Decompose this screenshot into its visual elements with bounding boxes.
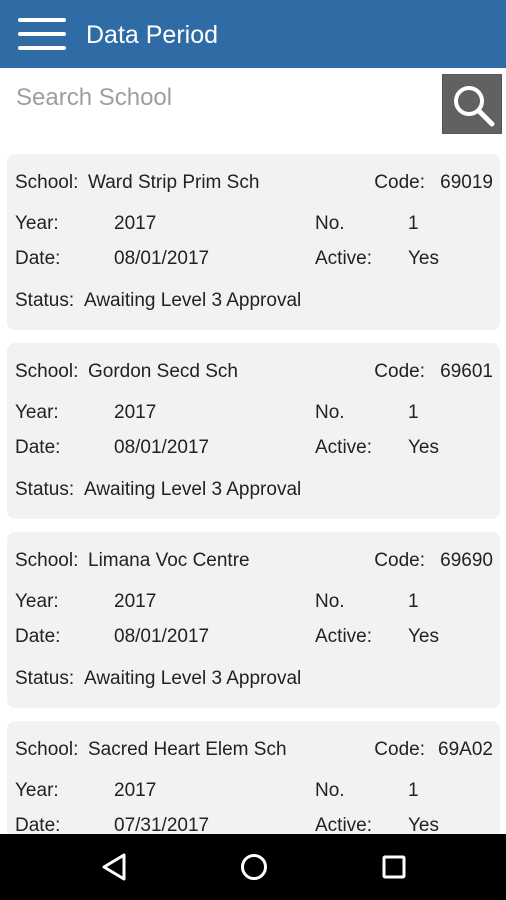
year-value: 2017 bbox=[114, 402, 157, 423]
no-value: 1 bbox=[408, 780, 419, 801]
system-nav-bar bbox=[0, 834, 506, 900]
year-value: 2017 bbox=[114, 591, 157, 612]
status-label: Status: bbox=[15, 479, 75, 500]
search-button[interactable] bbox=[442, 74, 502, 134]
active-label: Active: bbox=[315, 626, 373, 647]
status-label: Status: bbox=[15, 668, 75, 689]
back-button[interactable] bbox=[94, 847, 134, 887]
no-label: No. bbox=[315, 591, 345, 612]
school-label: School: bbox=[15, 739, 79, 760]
active-value: Yes bbox=[408, 626, 439, 647]
school-label: School: bbox=[15, 172, 79, 193]
recents-button[interactable] bbox=[374, 847, 414, 887]
code-label: Code: bbox=[374, 550, 425, 571]
school-name: Gordon Secd Sch bbox=[88, 361, 238, 382]
date-value: 08/01/2017 bbox=[114, 626, 210, 647]
no-label: No. bbox=[315, 402, 345, 423]
list-item[interactable] bbox=[7, 721, 500, 834]
data-period-list bbox=[0, 146, 506, 834]
active-value: Yes bbox=[408, 248, 439, 269]
no-label: No. bbox=[315, 780, 345, 801]
date-value: 08/01/2017 bbox=[114, 437, 210, 458]
year-label: Year: bbox=[15, 213, 59, 234]
code-label: Code: bbox=[374, 172, 425, 193]
status-value: Awaiting Level 3 Approval bbox=[84, 290, 302, 311]
menu-icon[interactable] bbox=[18, 16, 66, 52]
active-label: Active: bbox=[315, 815, 373, 834]
date-label: Date: bbox=[15, 248, 61, 269]
status-label: Status: bbox=[15, 290, 75, 311]
code-value: 69019 bbox=[440, 172, 493, 193]
list-item[interactable] bbox=[7, 154, 500, 330]
school-label: School: bbox=[15, 361, 79, 382]
status-value: Awaiting Level 3 Approval bbox=[84, 479, 302, 500]
date-label: Date: bbox=[15, 626, 61, 647]
date-label: Date: bbox=[15, 815, 61, 834]
school-name: Ward Strip Prim Sch bbox=[88, 172, 260, 193]
no-value: 1 bbox=[408, 213, 419, 234]
list-item[interactable] bbox=[7, 532, 500, 708]
active-label: Active: bbox=[315, 248, 373, 269]
date-value: 08/01/2017 bbox=[114, 248, 210, 269]
active-label: Active: bbox=[315, 437, 373, 458]
date-label: Date: bbox=[15, 437, 61, 458]
page-title: Data Period bbox=[86, 21, 219, 49]
search-bar bbox=[0, 68, 506, 146]
status-value: Awaiting Level 3 Approval bbox=[84, 668, 302, 689]
home-icon bbox=[234, 847, 274, 887]
year-label: Year: bbox=[15, 591, 59, 612]
school-name: Limana Voc Centre bbox=[88, 550, 250, 571]
recents-icon bbox=[374, 847, 414, 887]
search-icon bbox=[449, 81, 497, 129]
school-label: School: bbox=[15, 550, 79, 571]
year-label: Year: bbox=[15, 402, 59, 423]
list-item[interactable] bbox=[7, 343, 500, 519]
code-value: 69A02 bbox=[438, 739, 493, 760]
no-value: 1 bbox=[408, 402, 419, 423]
no-value: 1 bbox=[408, 591, 419, 612]
active-value: Yes bbox=[408, 437, 439, 458]
home-button[interactable] bbox=[234, 847, 274, 887]
code-label: Code: bbox=[374, 739, 425, 760]
school-name: Sacred Heart Elem Sch bbox=[88, 739, 287, 760]
search-input[interactable] bbox=[16, 80, 426, 116]
no-label: No. bbox=[315, 213, 345, 234]
app-bar bbox=[0, 0, 506, 68]
year-value: 2017 bbox=[114, 213, 157, 234]
date-value: 07/31/2017 bbox=[114, 815, 210, 834]
year-label: Year: bbox=[15, 780, 59, 801]
code-value: 69601 bbox=[440, 361, 493, 382]
back-icon bbox=[94, 847, 134, 887]
code-label: Code: bbox=[374, 361, 425, 382]
code-value: 69690 bbox=[440, 550, 493, 571]
year-value: 2017 bbox=[114, 780, 157, 801]
active-value: Yes bbox=[408, 815, 439, 834]
